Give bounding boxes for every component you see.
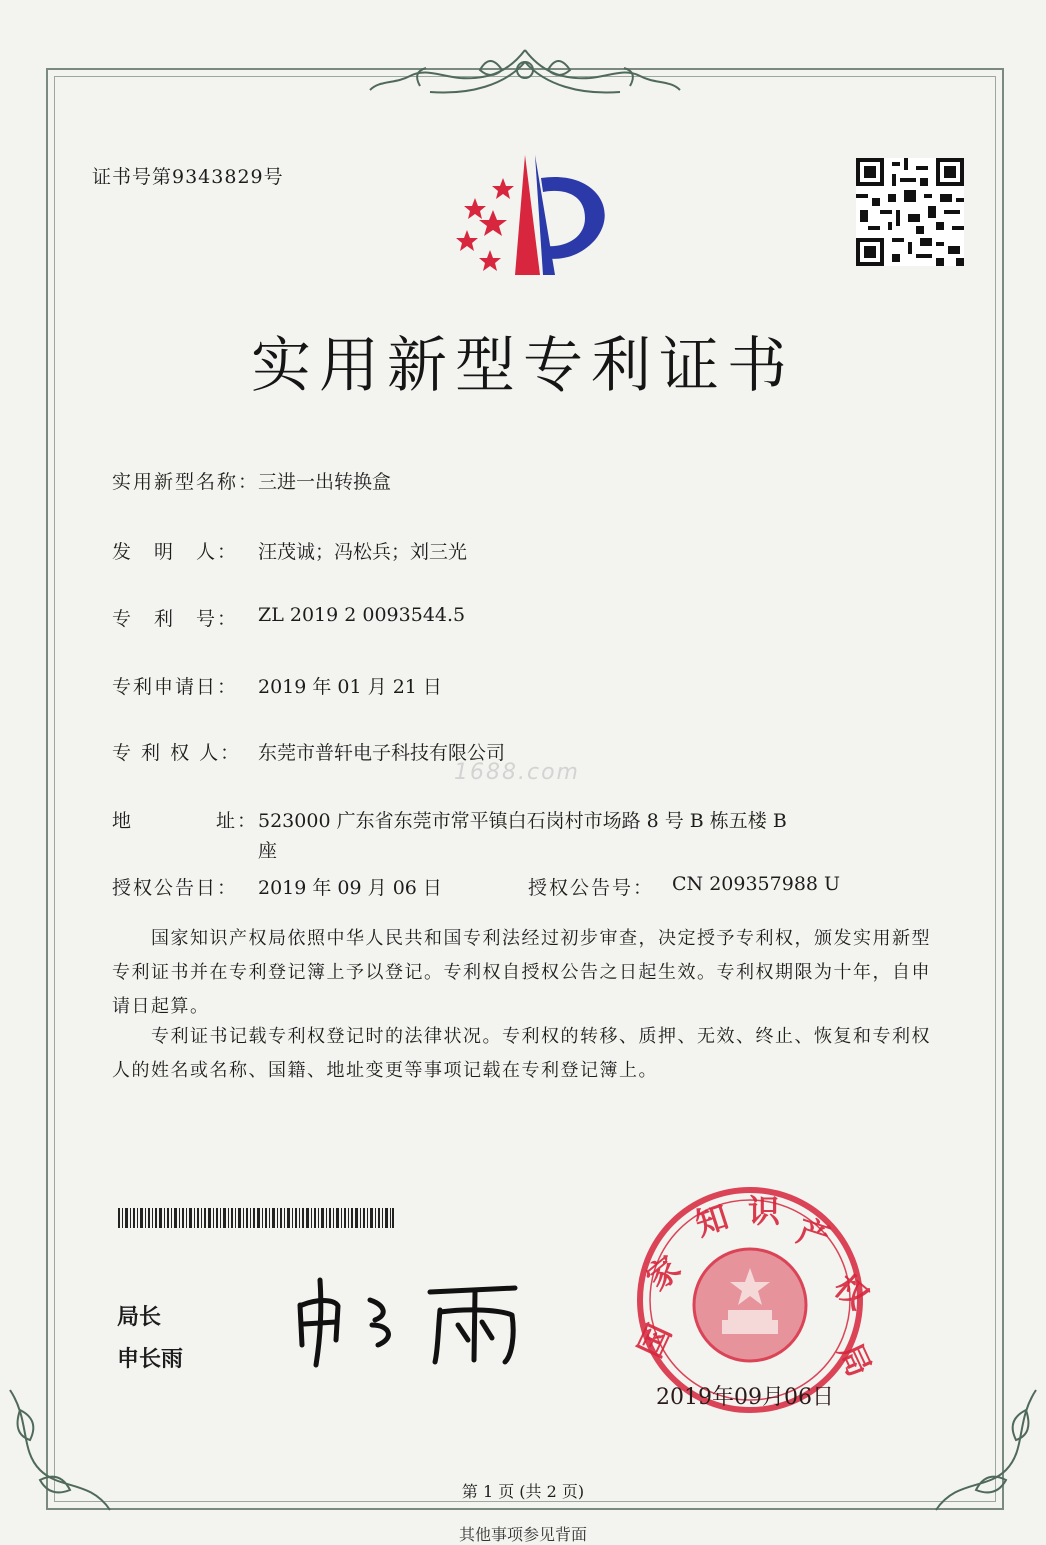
address-label-right: 址： <box>216 810 259 832</box>
body-paragraph-1: 国家知识产权局依照中华人民共和国专利法经过初步审查，决定授予专利权，颁发实用新型专利证书并在专利登记簿上予以登记。专利权自授权公告之日起生效。专利权期限为十年，自申请日起算。 <box>112 928 931 1017</box>
patent-number-label: 专 利 号： <box>112 608 239 630</box>
svg-text:国: 国 <box>630 1318 679 1364</box>
patentee-label: 专 利 权 人： <box>112 742 242 764</box>
svg-text:产: 产 <box>792 1211 835 1258</box>
svg-text:识: 识 <box>748 1192 781 1230</box>
application-date-value: 2019 年 01 月 21 日 <box>258 676 442 698</box>
page-number: 第 1 页 (共 2 页) <box>461 1482 585 1501</box>
watermark: 1688.com <box>454 760 580 785</box>
grant-number-value: CN 209357988 U <box>672 873 841 895</box>
qr-code <box>856 158 964 266</box>
see-back-note: 其他事项参见背面 <box>458 1525 587 1544</box>
barcode <box>118 1208 394 1228</box>
svg-text:家: 家 <box>638 1248 688 1299</box>
grant-date-value: 2019 年 09 月 06 日 <box>258 877 442 899</box>
svg-text:权: 权 <box>826 1267 876 1317</box>
inventor-value: 汪茂诚；冯松兵；刘三光 <box>258 541 468 563</box>
certificate-number: 证书号第9343829号 <box>92 166 284 188</box>
handwritten-signature <box>290 1270 540 1370</box>
application-date-label: 专利申请日： <box>112 676 239 698</box>
patent-office-logo <box>445 150 625 280</box>
director-title: 局长 <box>117 1305 162 1330</box>
top-ornament <box>360 40 690 110</box>
address-value-line2: 座 <box>258 840 278 862</box>
bottom-left-ornament <box>0 1380 130 1530</box>
grant-date-label: 授权公告日： <box>112 877 239 899</box>
utility-model-name-value: 三进一出转换盒 <box>258 471 392 493</box>
patentee-value: 东莞市普轩电子科技有限公司 <box>258 742 506 764</box>
address-value-line1: 523000 广东省东莞市常平镇白石岗村市场路 8 号 B 栋五楼 B <box>258 810 787 832</box>
utility-model-name-label: 实用新型名称： <box>112 471 260 493</box>
patent-number-value: ZL 2019 2 0093544.5 <box>258 604 466 626</box>
grant-number-label: 授权公告号： <box>528 877 655 899</box>
address-label-left: 地 <box>112 810 134 832</box>
director-name: 申长雨 <box>117 1347 184 1372</box>
bottom-right-ornament <box>916 1380 1046 1530</box>
inventor-label: 发 明 人： <box>112 541 239 563</box>
body-paragraph-2: 专利证书记载专利权登记时的法律状况。专利权的转移、质押、无效、终止、恢复和专利权人的姓名或名称、国籍、地址变更等事项记载在专利登记簿上。 <box>112 1026 931 1081</box>
svg-text:知: 知 <box>690 1197 733 1244</box>
seal-date: 2019年09月06日 <box>656 1385 834 1410</box>
certificate-title: 实用新型专利证书 <box>251 331 795 401</box>
svg-text:局: 局 <box>830 1337 879 1383</box>
